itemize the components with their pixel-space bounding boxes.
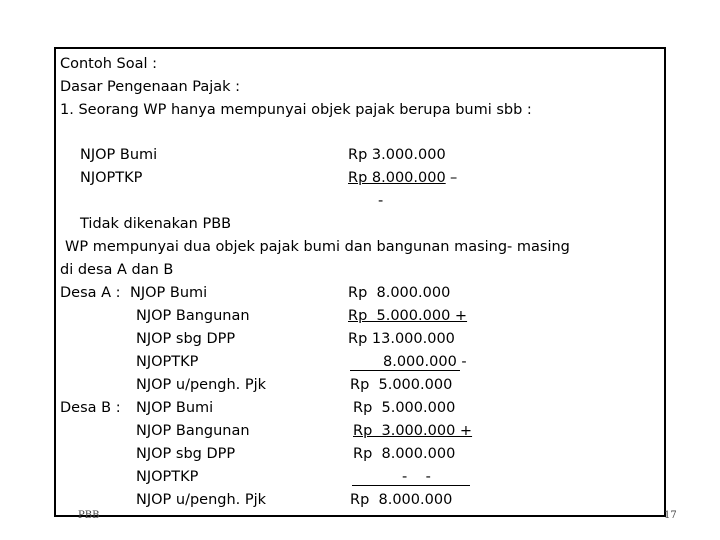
- case1-njoptkp-value: Rp 8.000.000: [348, 170, 446, 186]
- footer-label: PBB: [78, 510, 100, 521]
- case1-result-dash: -: [378, 193, 384, 209]
- page-number: 17: [664, 510, 677, 521]
- case1-conclusion: Tidak dikenakan PBB: [80, 216, 232, 232]
- case1-njoptkp-label: NJOPTKP: [80, 170, 143, 186]
- desa-a-row-value: Rp 13.000.000: [348, 331, 455, 347]
- heading-contoh-soal: Contoh Soal :: [60, 56, 158, 72]
- question-text: 1. Seorang WP hanya mempunyai objek pajak berupa bumi sbb :: [60, 102, 532, 118]
- desa-a-row-value: Rp 5.000.000 +: [348, 308, 468, 324]
- case2-intro-line1: WP mempunyai dua objek pajak bumi dan bangunan masing- masing: [65, 239, 570, 255]
- desa-b-row-label: NJOP Bumi: [136, 400, 214, 416]
- desa-b-row-value: Rp 5.000.000: [353, 400, 456, 416]
- desa-a-row-value: 8.000.000 -: [383, 354, 467, 370]
- desa-a-row-value: Rp 8.000.000: [348, 285, 451, 301]
- desa-b-row-label: NJOP u/pengh. Pjk: [136, 492, 267, 508]
- desa-b-row-value: Rp 8.000.000: [353, 446, 456, 462]
- case1-minus-sign: –: [450, 170, 458, 186]
- desa-b-row-label: NJOP sbg DPP: [136, 446, 236, 462]
- desa-a-subtotal-rule: [350, 370, 460, 371]
- desa-a-label: Desa A :: [60, 285, 121, 301]
- desa-a-row-label: NJOPTKP: [136, 354, 199, 370]
- desa-a-row-label: NJOP u/pengh. Pjk: [136, 377, 267, 393]
- heading-dasar-pengenaan: Dasar Pengenaan Pajak :: [60, 79, 241, 95]
- case1-njop-bumi-value: Rp 3.000.000: [348, 147, 446, 163]
- desa-b-row-label: NJOPTKP: [136, 469, 199, 485]
- case1-njop-bumi-label: NJOP Bumi: [80, 147, 158, 163]
- desa-b-row-label: NJOP Bangunan: [136, 423, 250, 439]
- desa-a-row-value: Rp 5.000.000: [350, 377, 453, 393]
- desa-b-label: Desa B :: [60, 400, 121, 416]
- desa-a-row-label: NJOP sbg DPP: [136, 331, 236, 347]
- case2-intro-line2: di desa A dan B: [60, 262, 174, 278]
- desa-a-row-label: NJOP Bumi: [130, 285, 208, 301]
- desa-b-row-value: Rp 3.000.000 +: [353, 423, 473, 439]
- desa-a-row-label: NJOP Bangunan: [136, 308, 250, 324]
- desa-b-row-value: Rp 8.000.000: [350, 492, 453, 508]
- desa-b-subtotal-rule: [352, 485, 470, 486]
- desa-b-row-value: - -: [402, 469, 431, 485]
